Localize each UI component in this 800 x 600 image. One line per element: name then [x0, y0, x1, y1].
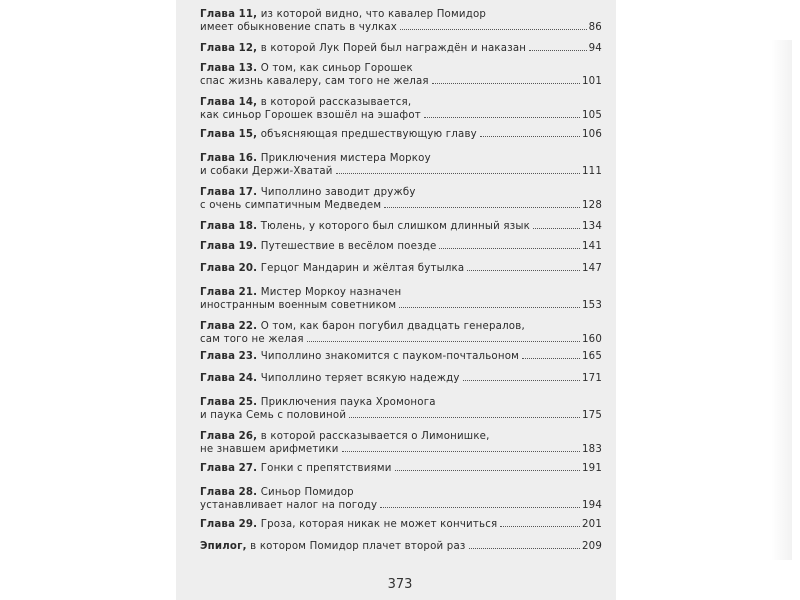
- entry-last-line: [200, 109, 602, 122]
- toc-entry: [200, 518, 602, 531]
- epilogue-label: Эпилог,: [200, 541, 247, 552]
- entry-title: Тюлень, у которого был слишком длинный язык: [260, 221, 530, 232]
- entry-last-line: [200, 333, 602, 346]
- chapter-word: Глава: [200, 351, 236, 362]
- leader-dots: [522, 358, 580, 359]
- leader-dots: [399, 307, 580, 308]
- entry-title: Чиполлино теряет всякую надежду: [260, 373, 460, 384]
- chapter-word: Глава: [200, 9, 236, 20]
- entry-title: в которой рассказывается,: [260, 97, 412, 108]
- entry-line: [200, 462, 602, 475]
- toc-entry: [200, 396, 602, 422]
- chapter-number: 16.: [238, 153, 258, 164]
- chapter-word: Глава: [200, 321, 236, 332]
- chapter-word: Глава: [200, 153, 236, 164]
- chapter-number: 11,: [238, 9, 258, 20]
- toc-entry: [200, 430, 602, 456]
- entry-title: в котором Помидор плачет второй раз: [250, 541, 466, 552]
- toc-entry: [200, 320, 602, 346]
- leader-dots: [480, 136, 580, 137]
- chapter-word: Глава: [200, 97, 236, 108]
- leader-dots: [342, 451, 580, 452]
- entry-title: в которой рассказывается о Лимонишке,: [260, 431, 490, 442]
- entry-title: Приключения паука Хромонога: [260, 397, 436, 408]
- entry-last-line: [200, 299, 602, 312]
- entry-page: 201: [581, 519, 602, 530]
- leader-dots: [336, 173, 580, 174]
- toc-entry: [200, 62, 602, 88]
- chapter-word: Глава: [200, 263, 236, 274]
- entry-page: 160: [581, 334, 602, 345]
- entry-title: Путешествие в весёлом поезде: [260, 241, 437, 252]
- entry-page: 171: [581, 373, 602, 384]
- entry-first-line: [200, 152, 602, 165]
- entry-page: 191: [581, 463, 602, 474]
- leader-dots: [349, 417, 580, 418]
- entry-title: Синьор Помидор: [260, 487, 354, 498]
- leader-dots: [307, 341, 580, 342]
- entry-page: 165: [581, 351, 602, 362]
- entry-title: Гонки с препятствиями: [260, 463, 392, 474]
- entry-title: Чиполлино знакомится с пауком-почтальоном: [260, 351, 520, 362]
- leader-dots: [380, 507, 580, 508]
- entry-page: 128: [581, 200, 602, 211]
- chapter-number: 21.: [238, 287, 258, 298]
- chapter-number: 24.: [238, 373, 258, 384]
- chapter-number: 27.: [238, 463, 258, 474]
- entry-line: [200, 262, 602, 275]
- entry-title: Приключения мистера Моркоу: [260, 153, 431, 164]
- entry-first-line: [200, 62, 602, 75]
- leader-dots: [467, 270, 580, 271]
- page-shadow: [771, 40, 792, 560]
- entry-first-line: [200, 186, 602, 199]
- toc-entry: [200, 220, 602, 233]
- chapter-number: 18.: [238, 221, 258, 232]
- entry-title: объясняющая предшествующую главу: [260, 129, 477, 140]
- entry-last-line: [200, 409, 602, 422]
- entry-title: из которой видно, что кавалер Помидор: [260, 9, 487, 20]
- toc-entry: [200, 8, 602, 34]
- chapter-word: Глава: [200, 397, 236, 408]
- toc-entry: [200, 486, 602, 512]
- entry-title: Герцог Мандарин и жёлтая бутылка: [260, 263, 465, 274]
- chapter-word: Глава: [200, 241, 236, 252]
- entry-page: 111: [581, 166, 602, 177]
- toc-entry: [200, 152, 602, 178]
- entry-page: 105: [581, 110, 602, 121]
- entry-first-line: [200, 486, 602, 499]
- chapter-word: Глава: [200, 43, 236, 54]
- entry-title-cont: не знавшем арифметики: [200, 444, 339, 455]
- entry-page: 209: [581, 541, 602, 552]
- entry-first-line: [200, 320, 602, 333]
- entry-page: 86: [588, 22, 602, 33]
- chapter-number: 17.: [238, 187, 258, 198]
- toc-entry-epilogue: [200, 540, 602, 553]
- entry-line: [200, 128, 602, 141]
- entry-title: О том, как барон погубил двадцать генералов,: [260, 321, 525, 332]
- entry-last-line: [200, 75, 602, 88]
- entry-line: [200, 240, 602, 253]
- entry-title-cont: иностранным военным советником: [200, 300, 397, 311]
- leader-dots: [395, 470, 580, 471]
- chapter-word: Глава: [200, 487, 236, 498]
- chapter-number: 23.: [238, 351, 258, 362]
- entry-page: 147: [581, 263, 602, 274]
- entry-line: [200, 350, 602, 363]
- entry-page: 106: [581, 129, 602, 140]
- entry-page: 101: [581, 76, 602, 87]
- entry-title-cont: с очень симпатичным Медведем: [200, 200, 382, 211]
- chapter-number: 12,: [238, 43, 258, 54]
- toc-entry: [200, 42, 602, 55]
- chapter-number: 25.: [238, 397, 258, 408]
- entry-title: Гроза, которая никак не может кончиться: [260, 519, 498, 530]
- toc-entry: [200, 372, 602, 385]
- leader-dots: [500, 526, 580, 527]
- entry-last-line: [200, 199, 602, 212]
- entry-last-line: [200, 499, 602, 512]
- chapter-number: 19.: [238, 241, 258, 252]
- entry-title-cont: как синьор Горошек взошёл на эшафот: [200, 110, 421, 121]
- chapter-number: 14,: [238, 97, 258, 108]
- entry-title-cont: и паука Семь с половиной: [200, 410, 347, 421]
- leader-dots: [400, 29, 587, 30]
- toc-entry: [200, 96, 602, 122]
- entry-title: в которой Лук Порей был награждён и наказан: [260, 43, 527, 54]
- leader-dots: [533, 228, 580, 229]
- chapter-word: Глава: [200, 373, 236, 384]
- entry-title-cont: сам того не желая: [200, 334, 304, 345]
- toc-entry: [200, 240, 602, 253]
- entry-line: [200, 372, 602, 385]
- toc-entry: [200, 262, 602, 275]
- entry-page: 175: [581, 410, 602, 421]
- chapter-word: Глава: [200, 129, 236, 140]
- chapter-number: 26,: [238, 431, 258, 442]
- chapter-number: 28.: [238, 487, 258, 498]
- leader-dots: [424, 117, 580, 118]
- entry-first-line: [200, 430, 602, 443]
- entry-title-cont: устанавливает налог на погоду: [200, 500, 378, 511]
- entry-title-cont: спас жизнь кавалеру, сам того не желая: [200, 76, 429, 87]
- entry-title-cont: имеет обыкновение спать в чулках: [200, 22, 397, 33]
- chapter-number: 29.: [238, 519, 258, 530]
- entry-first-line: [200, 8, 602, 21]
- chapter-number: 13.: [238, 63, 258, 74]
- entry-first-line: [200, 396, 602, 409]
- leader-dots: [463, 380, 580, 381]
- page-number: 373: [387, 577, 413, 592]
- toc-entry: [200, 186, 602, 212]
- leader-dots: [529, 50, 586, 51]
- entry-title: О том, как синьор Горошек: [260, 63, 413, 74]
- toc-entry: [200, 286, 602, 312]
- chapter-number: 20.: [238, 263, 258, 274]
- leader-dots: [432, 83, 580, 84]
- chapter-number: 22.: [238, 321, 258, 332]
- chapter-word: Глава: [200, 519, 236, 530]
- chapter-number: 15,: [238, 129, 258, 140]
- chapter-word: Глава: [200, 287, 236, 298]
- chapter-word: Глава: [200, 63, 236, 74]
- entry-title: Чиполлино заводит дружбу: [260, 187, 416, 198]
- leader-dots: [439, 248, 580, 249]
- entry-page: 94: [588, 43, 602, 54]
- toc-entry: [200, 350, 602, 363]
- entry-line: [200, 540, 602, 553]
- toc-entry: [200, 128, 602, 141]
- chapter-word: Глава: [200, 463, 236, 474]
- entry-line: [200, 42, 602, 55]
- entry-line: [200, 518, 602, 531]
- toc-entry: [200, 462, 602, 475]
- entry-last-line: [200, 21, 602, 34]
- entry-page: 153: [581, 300, 602, 311]
- leader-dots: [469, 548, 580, 549]
- leader-dots: [384, 207, 580, 208]
- entry-page: 141: [581, 241, 602, 252]
- entry-page: 194: [581, 500, 602, 511]
- entry-page: 134: [581, 221, 602, 232]
- chapter-word: Глава: [200, 431, 236, 442]
- chapter-word: Глава: [200, 221, 236, 232]
- entry-title-cont: и собаки Держи-Хватай: [200, 166, 333, 177]
- entry-page: 183: [581, 444, 602, 455]
- entry-first-line: [200, 96, 602, 109]
- entry-first-line: [200, 286, 602, 299]
- entry-title: Мистер Моркоу назначен: [260, 287, 402, 298]
- chapter-word: Глава: [200, 187, 236, 198]
- entry-last-line: [200, 165, 602, 178]
- entry-line: [200, 220, 602, 233]
- entry-last-line: [200, 443, 602, 456]
